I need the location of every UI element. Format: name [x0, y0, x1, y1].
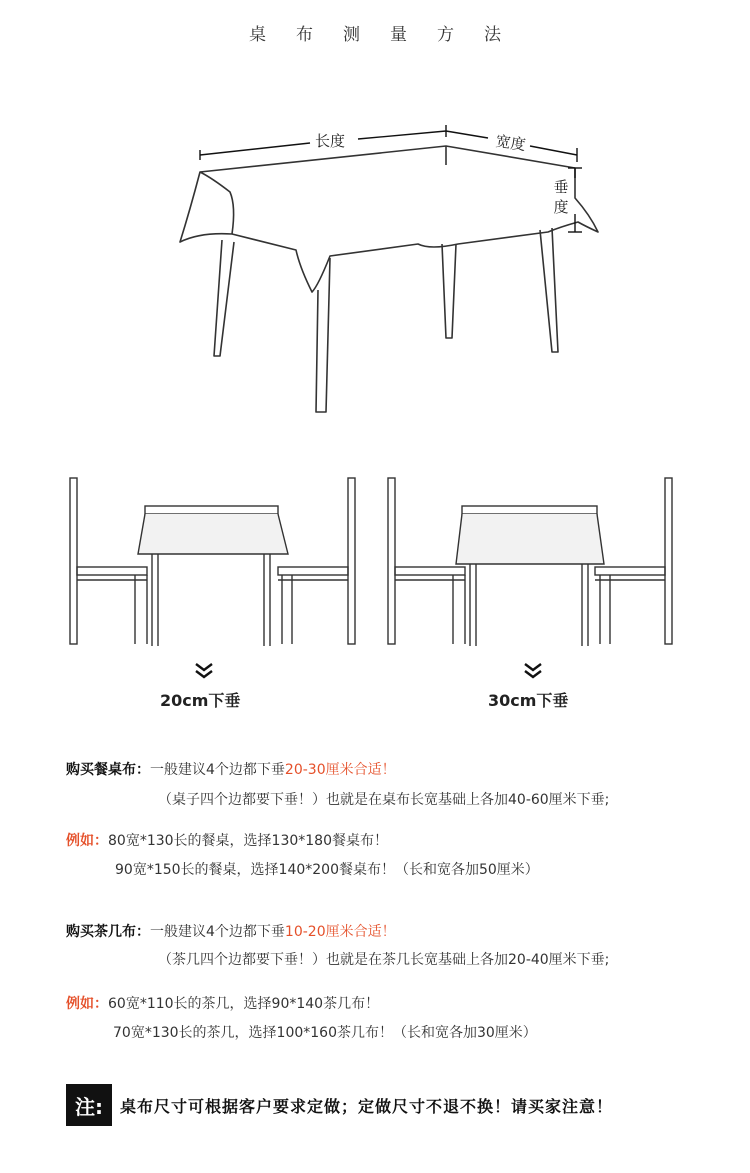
coffee-example-2: 70宽*130长的茶几，选择100*160茶几布！（长和宽各加30厘米）	[113, 1025, 537, 1041]
dining-line-1	[66, 759, 396, 779]
dining-example-1	[66, 830, 388, 850]
page-title: 桌布测量方法	[249, 25, 531, 45]
chevron-down-icon	[196, 664, 541, 677]
drop-label-2: 度	[553, 198, 569, 216]
width-label: 宽度	[494, 132, 527, 155]
tablecloth-outline	[180, 146, 598, 292]
dining-eg1: 80宽*130长的餐桌，选择130*180餐桌布！	[108, 833, 388, 849]
coffee-lead: 一般建议4个边都下垂	[150, 924, 285, 940]
dining-eg-label: 例如：	[66, 833, 108, 849]
drop-example-30cm	[388, 478, 672, 646]
note-text: 桌布尺寸可根据客户要求定做；定做尺寸不退不换！请买家注意！	[120, 1097, 614, 1116]
dining-heading: 购买餐桌布：	[66, 762, 150, 778]
caption-20cm: 20cm下垂	[160, 691, 241, 710]
table-leg	[442, 244, 456, 338]
coffee-line-2: （茶几四个边都要下垂！）也就是在茶几长宽基础上各加20-40厘米下垂;	[158, 952, 610, 968]
coffee-heading: 购买茶几布：	[66, 924, 150, 940]
coffee-eg-label: 例如：	[66, 996, 108, 1012]
coffee-example-1	[66, 993, 379, 1013]
coffee-eg1: 60宽*110长的茶几，选择90*140茶几布！	[108, 996, 380, 1012]
drop-label-1: 垂	[553, 178, 569, 196]
coffee-highlight: 10-20厘米合适！	[284, 924, 396, 940]
dining-highlight: 20-30厘米合适！	[284, 762, 396, 778]
table-leg	[540, 228, 558, 352]
dining-lead: 一般建议4个边都下垂	[150, 762, 285, 778]
caption-30cm: 30cm下垂	[488, 691, 569, 710]
note-label: 注:	[66, 1084, 112, 1126]
dining-example-2: 90宽*150长的餐桌，选择140*200餐桌布！（长和宽各加50厘米）	[115, 862, 539, 878]
length-label: 长度	[314, 132, 346, 150]
drop-example-20cm	[70, 478, 355, 646]
table-leg	[214, 240, 234, 356]
dining-line-2: （桌子四个边都要下垂！）也就是在桌布长宽基础上各加40-60厘米下垂;	[158, 792, 610, 808]
coffee-line-1	[66, 921, 396, 941]
